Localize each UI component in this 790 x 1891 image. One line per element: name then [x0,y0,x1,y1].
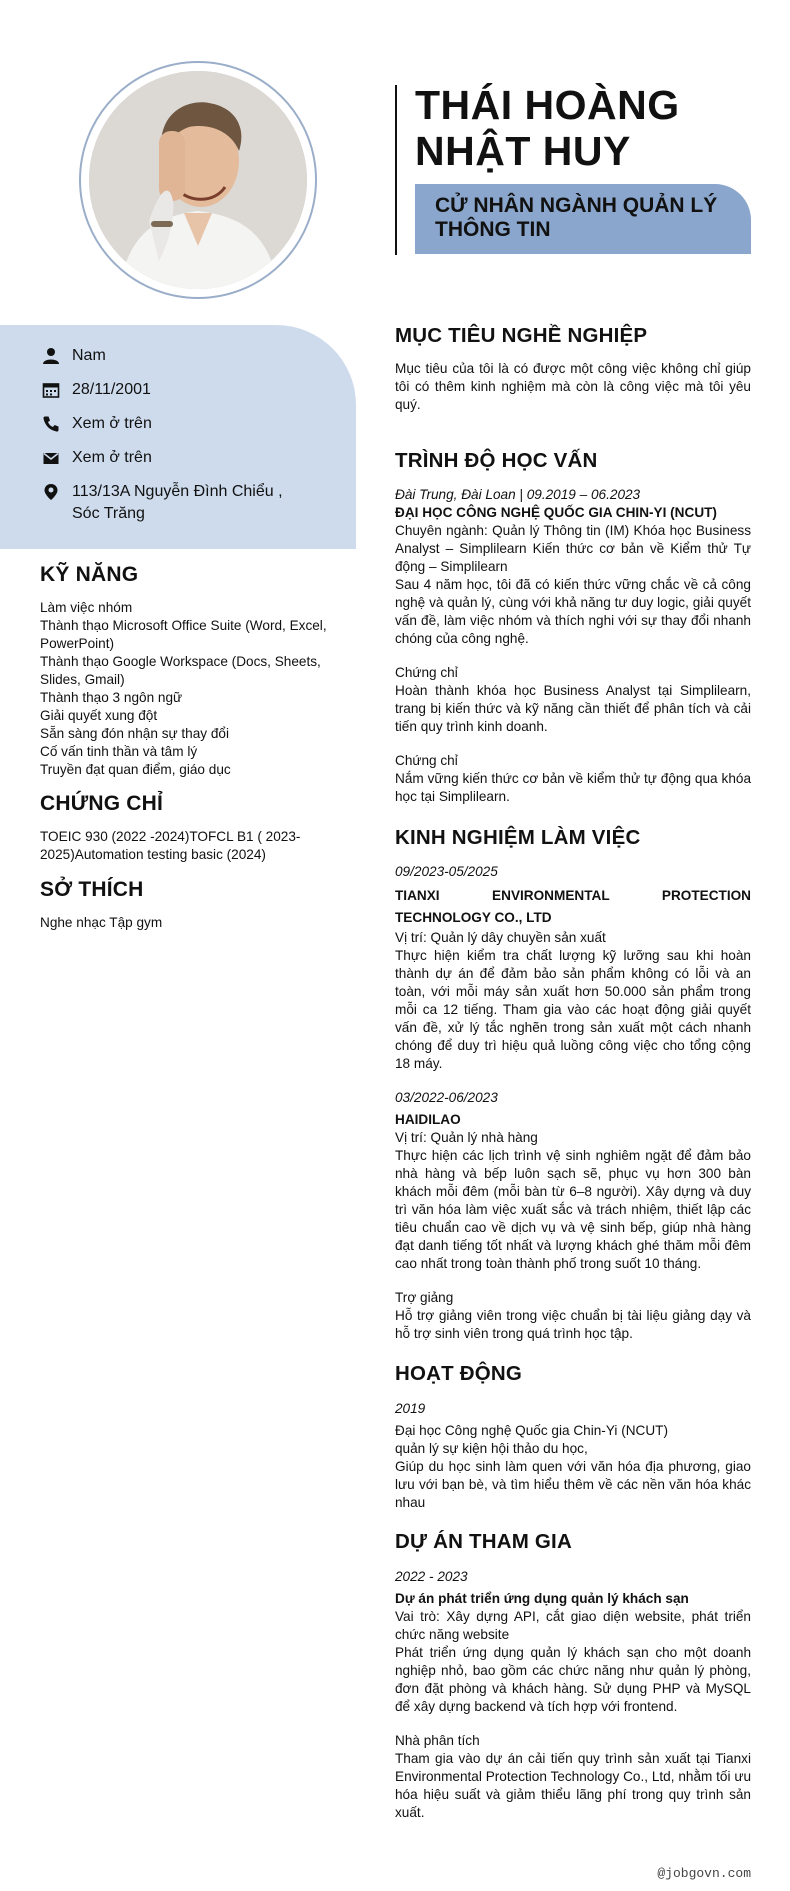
name-line2: NHẬT HUY [415,128,631,174]
experience-block [395,863,751,1343]
avatar-illustration [89,71,307,289]
projects-block [395,1568,751,1822]
education-date: Đài Trung, Đài Loan | 09.2019 – 06.2023 [395,487,641,502]
gender-text: Nam [72,347,106,364]
job1-date: 09/2023-05/2025 [395,864,498,879]
hobbies-text: Nghe nhạc Tập gym [40,915,163,930]
skills-heading: KỸ NĂNG [40,563,139,586]
job2-position: Vị trí: Quản lý nhà hàng [395,1130,538,1145]
education-cert2-title: Chứng chỉ [395,753,458,768]
skill-item: Sẵn sàng đón nhận sự thay đổi [40,726,229,741]
education-school: ĐẠI HỌC CÔNG NGHỆ QUỐC GIA CHIN-YI (NCUT) [395,505,717,520]
skill-item: Làm việc nhóm [40,600,133,615]
degree-line2: THÔNG TIN [435,218,551,241]
education-major: Chuyên ngành: Quản lý Thông tin (IM) Khóa học Business Analyst – Simplilearn Kiến thức cơ bản về Kiểm thử Tự động – Simplilearn [395,523,751,574]
skill-item: Thành thạo Microsoft Office Suite (Word, Excel, PowerPoint) [40,618,327,651]
project-desc: Phát triển ứng dụng quản lý khách sạn cho một doanh nghiệp nhỏ, bao gồm các chức năng như quản lý phòng, đơn đặt phòng và khách hàng. Sử dụng PHP và MySQL để xây dựng backend và tích hợp với frontend. [395,1645,751,1714]
job2-date: 03/2022-06/2023 [395,1090,498,1105]
skills-list [40,599,340,779]
hobbies-heading: SỞ THÍCH [40,878,144,901]
project-date: 2022 - 2023 [395,1569,468,1584]
education-cert1-text: Hoàn thành khóa học Business Analyst tại Simplilearn, trang bị kiến thức và kỹ năng cần thiết để phân tích và cải tiến quy trình kinh doanh. [395,683,751,734]
certificates-heading: CHỨNG CHỈ [40,792,164,815]
skill-item: Giải quyết xung đột [40,708,158,723]
skill-item: Cố vấn tinh thần và tâm lý [40,744,198,759]
project-name: Dự án phát triển ứng dụng quản lý khách sạn [395,1591,689,1606]
job2-desc: Thực hiện các lịch trình vệ sinh nghiêm ngặt để đảm bảo nhà hàng và bếp luôn sạch sẽ, phục vụ hơn 300 bàn khách mỗi đêm (mỗi bàn từ 6–8 người). Xây dựng và duy trì văn hóa làm việc xuất sắc và trách nhiệm, thiết lập các tiêu chuẩn cao về dịch vụ và vệ sinh bếp, giúp nhà hàng đạt danh tiếng tốt nhất và lượng khách ghé thăm mỗi đêm cao nhất trong toàn thành phố trong suốt 10 tháng. [395,1148,751,1271]
education-heading: TRÌNH ĐỘ HỌC VẤN [395,449,598,472]
skill-item: Thành thạo Google Workspace (Docs, Sheets, Slides, Gmail) [40,654,321,687]
skill-item: Truyền đạt quan điểm, giáo dục [40,762,231,777]
degree-line1: CỬ NHÂN NGÀNH QUẢN LÝ [435,194,718,217]
projects-heading: DỰ ÁN THAM GIA [395,1530,572,1553]
address-line1: 113/13A Nguyễn Đình Chiểu , [72,483,283,500]
contact-gender [42,345,106,367]
contact-email [42,447,152,469]
avatar [89,71,307,289]
certificates-text: TOEIC 930 (2022 -2024)TOFCL B1 ( 2023-2025)Automation testing basic (2024) [40,829,301,862]
objective-paragraph: Mục tiêu của tôi là có được một công việc không chỉ giúp tôi có thêm kinh nghiệm mà còn là công việc mà tôi yêu quý. [395,361,751,412]
contact-address [42,481,283,525]
mail-icon [42,449,60,467]
activity-desc: Giúp du học sinh làm quen với văn hóa địa phương, giao lưu với bạn bè, và tìm hiểu thêm về các nền văn hóa khác nhau [395,1459,751,1510]
job3-title: Trợ giảng [395,1290,454,1305]
objective-heading: MỤC TIÊU NGHỀ NGHIỆP [395,324,648,347]
job2-company: HAIDILAO [395,1112,461,1127]
email-text: Xem ở trên [72,449,152,466]
activity-date: 2019 [395,1401,426,1416]
project-role: Vai trò: Xây dựng API, cắt giao diện website, phát triển chức năng website [395,1609,751,1642]
job1-desc: Thực hiện kiểm tra chất lượng kỹ lưỡng sau khi hoàn thành dự án để đảm bảo sản phẩm không có lỗi và an toàn, với mỗi máy sản xuất hơn 50.000 sản phẩm trong mỗi ca 12 tiếng. Tham gia vào các hoạt động giải quyết vấn đề, xử lý tắc nghẽn trong sản xuất một cách nhanh chóng để duy trì hiệu quả luồng công việc cho tổng cộng 18 máy. [395,948,751,1071]
footer-watermark: @jobgovn.com [657,1866,751,1881]
location-pin-icon [42,483,60,501]
job3-desc: Hỗ trợ giảng viên trong việc chuẩn bị tài liệu giảng dạy và hỗ trợ sinh viên trong quá trình học tập. [395,1308,751,1341]
activities-heading: HOẠT ĐỘNG [395,1362,523,1385]
contact-birthday [42,379,151,401]
skill-item: Thành thạo 3 ngôn ngữ [40,690,183,705]
calendar-icon [42,381,60,399]
header-divider [395,85,397,255]
education-cert2-text: Nắm vững kiến thức cơ bản về kiểm thử tự động qua khóa học tại Simplilearn. [395,771,751,804]
phone-text: Xem ở trên [72,415,152,432]
phone-icon [42,415,60,433]
job1-company: TIANXI ENVIRONMENTAL PROTECTION TECHNOLOGY CO., LTD [395,888,751,925]
activity-role: quản lý sự kiện hội thảo du học, [395,1441,588,1456]
education-cert1-title: Chứng chỉ [395,665,458,680]
job1-position: Vị trí: Quản lý dây chuyền sản xuất [395,930,606,945]
activity-org: Đại học Công nghệ Quốc gia Chin-Yi (NCUT) [395,1423,668,1438]
birthday-text: 28/11/2001 [72,381,151,398]
address-line2: Sóc Trăng [72,505,145,522]
degree-band [415,184,751,254]
name-line1: THÁI HOÀNG [415,82,680,128]
address-text [72,481,283,525]
activities-block [395,1400,751,1512]
project2-desc: Tham gia vào dự án cải tiến quy trình sản xuất tại Tianxi Environmental Protection Technology Co., Ltd, nhằm tối ưu hóa hiệu suất và giảm thiểu lãng phí trong quy trình sản xuất. [395,1751,751,1820]
person-name [415,82,680,174]
education-block [395,486,751,806]
objective-text [395,360,751,414]
contact-phone [42,413,152,435]
project2-title: Nhà phân tích [395,1733,480,1748]
experience-heading: KINH NGHIỆM LÀM VIỆC [395,826,641,849]
education-summary: Sau 4 năm học, tôi đã có kiến thức vững chắc về cả công nghệ và quản lý, cùng với khả năng tư duy logic, giải quyết vấn đề, làm việc nhóm và thích nghi với sự thay đổi nhanh chóng của công nghệ. [395,577,751,646]
user-icon [42,347,60,365]
